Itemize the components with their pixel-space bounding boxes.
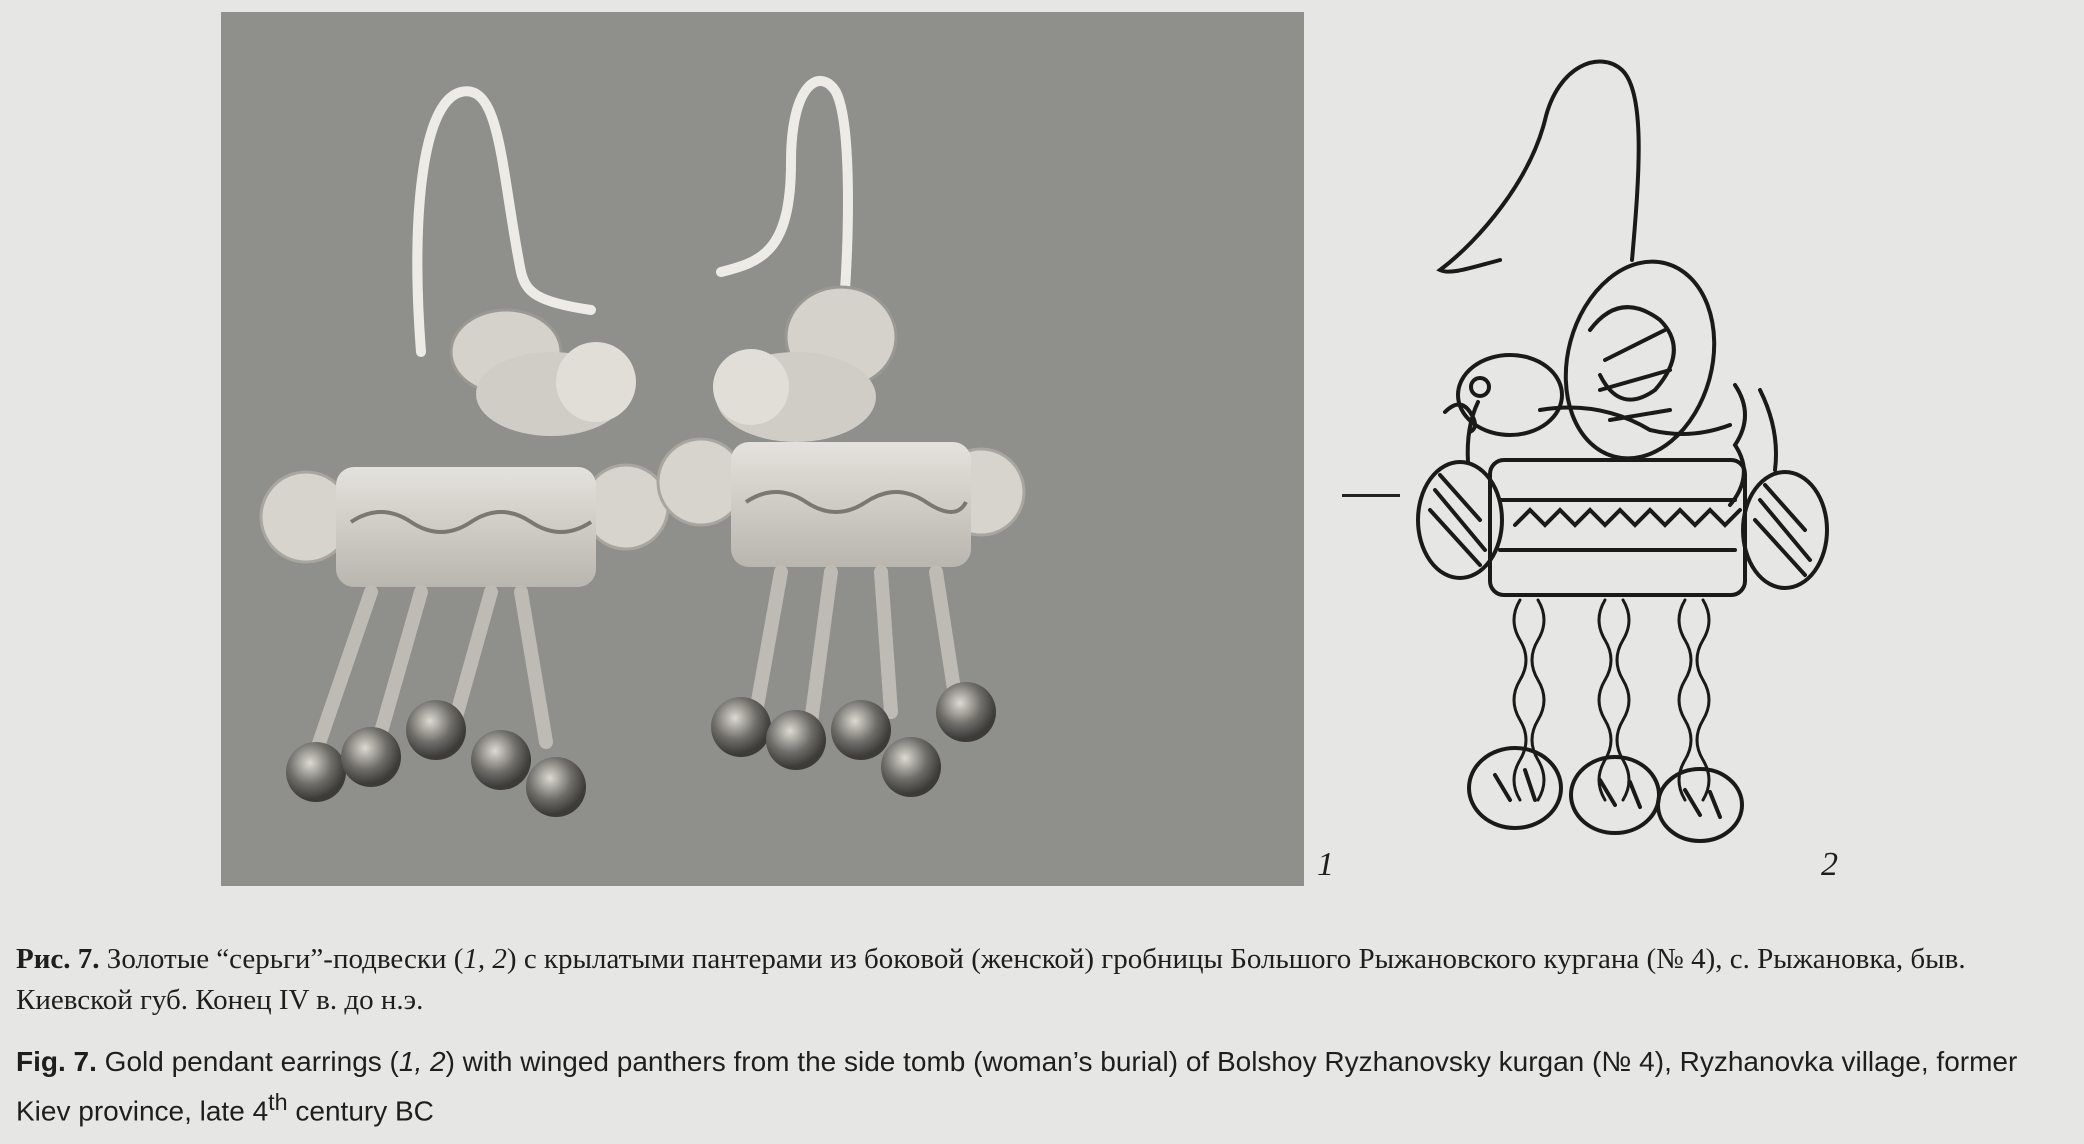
caption-english-label: Fig. 7. <box>16 1046 97 1077</box>
caption-russian-text-2: ) с крылатыми пантерами из боковой (женской) гробницы Большого Рыжановского кургана (№ 4), с. Рыжановка, быв. Киевской губ. Конец IV в. до н.э. <box>16 943 1966 1016</box>
earring-line-drawing <box>1300 30 1900 860</box>
earrings-photograph <box>221 12 1304 886</box>
caption-russian <box>16 939 2076 1021</box>
caption-english-text-1: Gold pendant earrings ( <box>96 1046 399 1077</box>
caption-english-superscript: th <box>268 1089 288 1115</box>
earring-drawing-image <box>1300 30 1900 860</box>
figure-label-1: 1 <box>1317 846 1334 883</box>
caption-english-text-2: ) with winged panthers from the side tomb (woman’s burial) of Bolshoy Ryzhanovsky kurgan (№ 4), Ryzhanovka village, former Kiev province, late 4 <box>16 1046 2018 1127</box>
caption-english <box>16 1042 2076 1131</box>
caption-russian-text-1: Золотые “серьги”-подвески ( <box>99 943 464 975</box>
caption-russian-label: Рис. 7. <box>16 943 100 975</box>
caption-english-refs: 1, 2 <box>398 1046 446 1077</box>
caption-english-text-3: century BC <box>287 1095 434 1127</box>
figure-label-2: 2 <box>1821 846 1838 883</box>
caption-russian-refs: 1, 2 <box>463 943 507 975</box>
earrings-photo-image <box>221 12 1304 886</box>
